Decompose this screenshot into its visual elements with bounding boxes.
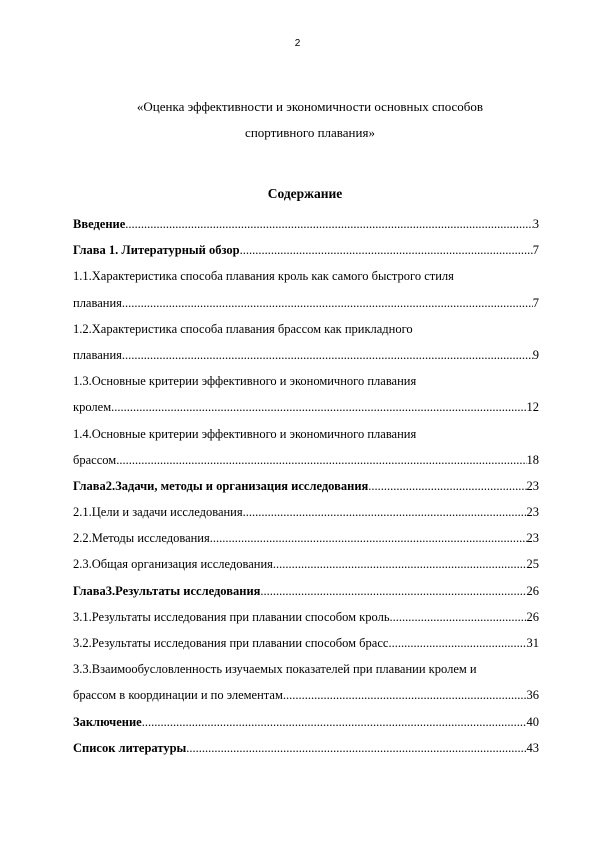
toc-entry-page: 25 — [526, 557, 539, 572]
toc-entry-chapter-1 — [73, 237, 539, 263]
toc-entry-page: 23 — [526, 478, 539, 493]
toc-leader-dots — [122, 342, 533, 368]
toc-leader-dots — [260, 578, 526, 604]
toc-leader-dots — [273, 551, 527, 577]
toc-entry-page: 31 — [526, 636, 539, 650]
toc-entry-title: 3.2.Результаты исследования при плавании способом брасс — [73, 636, 389, 650]
toc-entry-page: 23 — [526, 505, 539, 520]
toc-entry-1-3 — [73, 394, 539, 420]
page-number: 2 — [294, 38, 301, 49]
toc-leader-dots — [116, 447, 526, 473]
toc-entry-1-3-first-line: 1.3.Основные критерии эффективного и экономичного плавания — [73, 374, 417, 389]
toc-entry-title: Список литературы — [73, 740, 187, 755]
toc-leader-dots — [125, 211, 532, 237]
toc-leader-dots — [111, 394, 526, 420]
toc-entry-title: кролем — [73, 400, 112, 415]
toc-entry-title: брассом в координации и по элементам — [73, 688, 283, 703]
toc-entry-chapter-2 — [73, 473, 539, 499]
document-title — [120, 94, 500, 146]
toc-entry-page: 23 — [526, 531, 539, 546]
toc-entry-title: Глава3.Результаты исследования — [73, 583, 261, 598]
toc-entry-conclusion — [73, 709, 539, 735]
toc-leader-dots — [240, 237, 533, 263]
toc-entry-title: Глава2.Задачи, методы и организация исследования — [73, 478, 369, 493]
toc-entry-title: брассом — [73, 452, 117, 467]
toc-entry-1-2-first-line: 1.2.Характеристика способа плавания брассом как прикладного — [73, 321, 413, 336]
document-title-line-1: «Оценка эффективности и экономичности основных способов — [136, 99, 484, 114]
toc-leader-dots — [390, 604, 527, 630]
toc-leader-dots — [388, 630, 526, 656]
toc-entry-introduction — [73, 211, 539, 237]
toc-leader-dots — [368, 473, 526, 499]
toc-entry-title: плавания — [73, 347, 122, 362]
toc-entry-page: 26 — [526, 609, 539, 624]
toc-entry-title: Заключение — [73, 714, 142, 729]
toc-entry-3-1 — [73, 604, 539, 630]
toc-entry-3-3-first-line: 3.3.Взаимообусловленность изучаемых показателей при плавании кролем и — [73, 662, 477, 677]
document-title-line-2: спортивного плавания» — [245, 125, 375, 140]
toc-entry-page: 26 — [526, 583, 539, 598]
toc-leader-dots — [210, 525, 527, 551]
toc-entry-title: 2.1.Цели и задачи исследования — [73, 505, 243, 520]
toc-entry-page: 7 — [532, 295, 539, 310]
toc-leader-dots — [142, 709, 527, 735]
toc-entry-2-2 — [73, 525, 539, 551]
toc-entry-1-2 — [73, 342, 539, 368]
toc-entry-page: 43 — [526, 740, 539, 755]
toc-heading: Содержание — [267, 186, 343, 201]
toc-leader-dots — [283, 682, 527, 708]
toc-entry-1-4-first-line: 1.4.Основные критерии эффективного и экономичного плавания — [73, 426, 417, 441]
toc-leader-dots — [122, 290, 533, 316]
toc-entry-page: 7 — [532, 243, 539, 258]
toc-entry-title: 3.1.Результаты исследования при плавании способом кроль — [73, 609, 390, 624]
toc-entry-3-2 — [73, 630, 539, 656]
toc-entry-page: 36 — [526, 688, 539, 703]
table-of-contents — [73, 211, 539, 761]
toc-entry-1-1-first-line: 1.1.Характеристика способа плавания кроль как самого быстрого стиля — [73, 269, 454, 284]
toc-entry-1-4 — [73, 447, 539, 473]
toc-entry-title: Глава 1. Литературный обзор — [73, 243, 240, 258]
toc-entry-page: 12 — [526, 400, 539, 415]
toc-leader-dots — [186, 735, 526, 761]
toc-entry-page: 18 — [526, 452, 539, 467]
toc-entry-title: 2.2.Методы исследования — [73, 531, 210, 546]
toc-entry-2-1 — [73, 499, 539, 525]
toc-entry-1-1 — [73, 290, 539, 316]
toc-entry-chapter-3 — [73, 578, 539, 604]
toc-entry-title: плавания — [73, 295, 122, 310]
toc-entry-2-3 — [73, 551, 539, 577]
toc-entry-references — [73, 735, 539, 761]
toc-entry-page: 40 — [526, 714, 539, 729]
toc-entry-title: Введение — [73, 217, 126, 231]
toc-entry-page: 9 — [532, 347, 539, 362]
toc-leader-dots — [243, 499, 527, 525]
toc-entry-page: 3 — [532, 217, 539, 231]
toc-entry-title: 2.3.Общая организация исследования — [73, 557, 273, 572]
toc-entry-3-3 — [73, 682, 539, 708]
